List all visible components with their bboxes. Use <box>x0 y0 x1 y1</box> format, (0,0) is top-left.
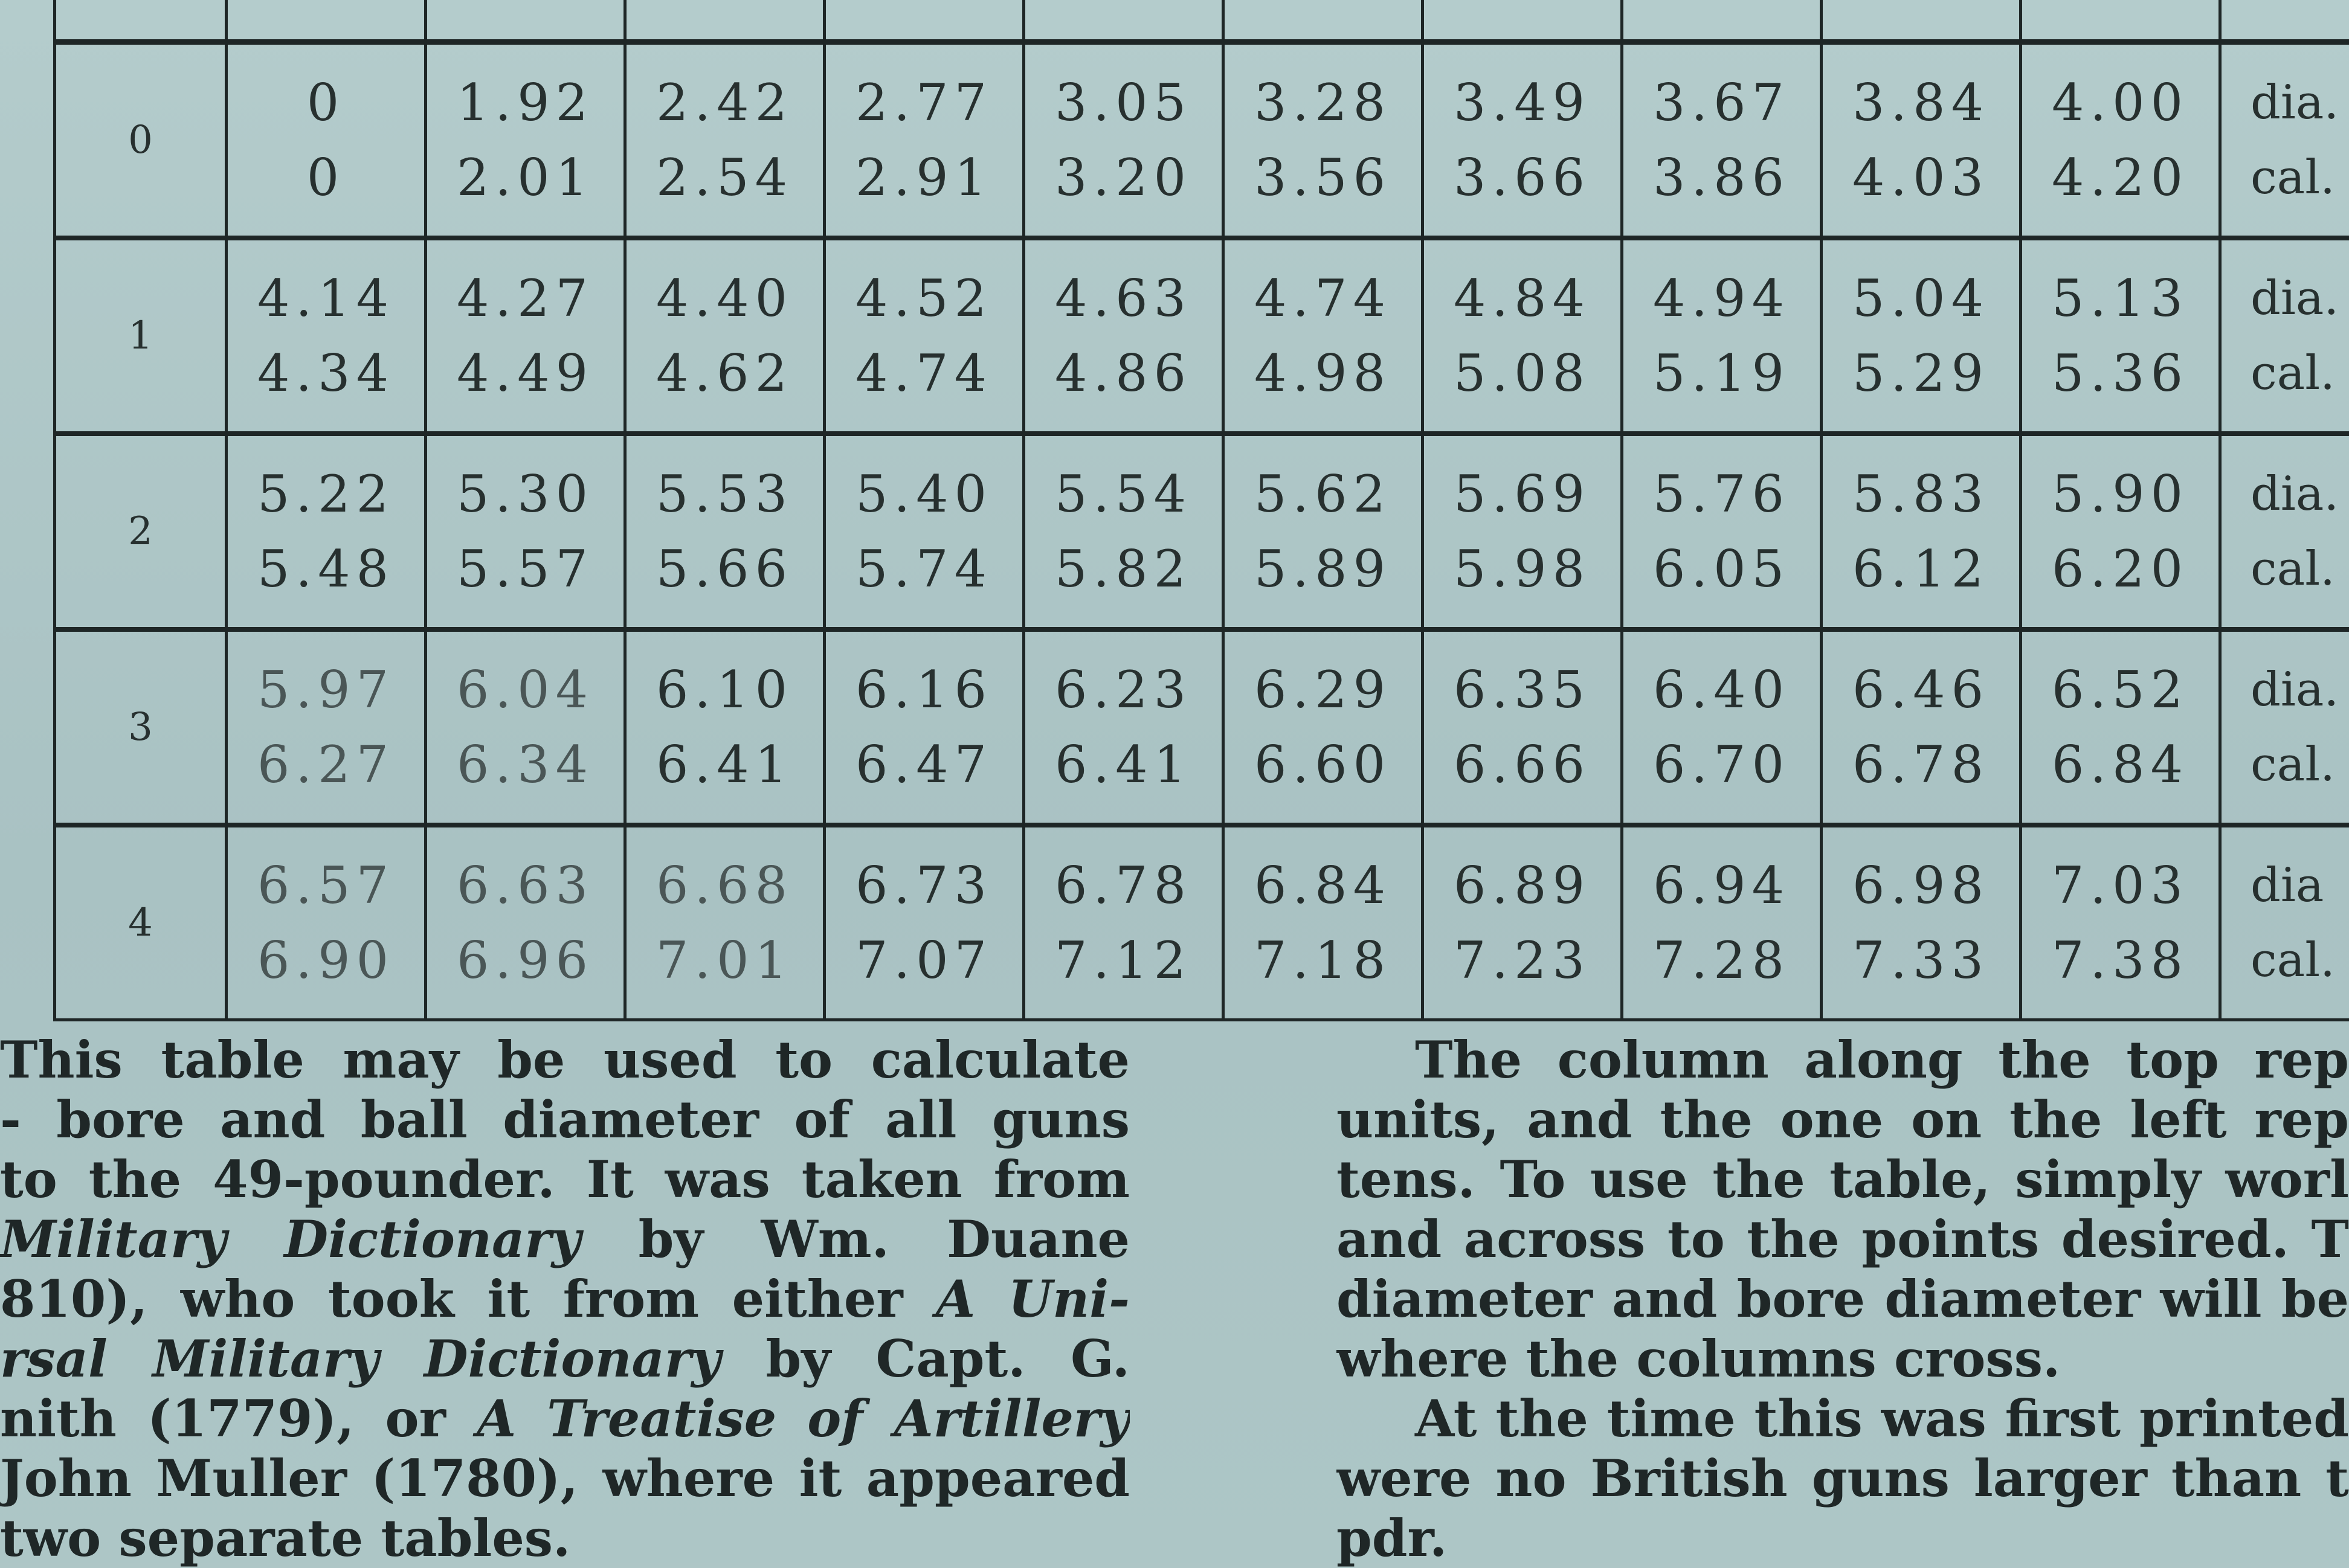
table-row <box>55 825 2349 1020</box>
cal-value: 3.66 <box>1424 140 1620 215</box>
dia-value: 6.52 <box>2022 652 2218 727</box>
unit-cell <box>2220 434 2349 629</box>
dia-value: 3.05 <box>1025 65 1222 140</box>
bore-diameter-table <box>53 0 2349 997</box>
cal-value: 6.70 <box>1623 727 1820 802</box>
dia-value: 4.63 <box>1025 261 1222 336</box>
dia-value: 6.84 <box>1225 848 1421 923</box>
left-line-text: by Capt. G. <box>721 1329 1130 1389</box>
dia-value: 6.10 <box>627 652 823 727</box>
value-cell <box>1423 434 1622 629</box>
cal-value: 6.34 <box>427 727 624 802</box>
cal-value: 5.29 <box>1823 336 2019 411</box>
cal-value: 2.54 <box>627 140 823 215</box>
cal-value: 5.19 <box>1623 336 1820 411</box>
header-cell <box>55 0 227 42</box>
value-cell <box>1223 629 1423 825</box>
left-line <box>0 1329 1130 1389</box>
dia-value: 5.76 <box>1623 457 1820 532</box>
dia-value: 6.23 <box>1025 652 1222 727</box>
cal-value: 6.27 <box>228 727 424 802</box>
value-cell <box>1024 238 1223 434</box>
cal-value: 5.74 <box>826 532 1022 606</box>
cal-value: 6.12 <box>1823 532 2019 606</box>
value-cell <box>1822 434 2021 629</box>
italic-title: rsal Military Dictionary <box>0 1329 721 1389</box>
tens-cell: 1 <box>55 238 227 434</box>
dia-value: 3.67 <box>1623 65 1820 140</box>
left-line-text: by Wm. Duane <box>581 1209 1130 1269</box>
cal-label: cal. <box>2251 532 2349 606</box>
header-cell <box>1622 0 1822 42</box>
header-cell <box>2220 0 2349 42</box>
value-cell <box>1822 629 2021 825</box>
cal-value: 7.23 <box>1424 923 1620 998</box>
left-line: - bore and ball diameter of all guns <box>0 1090 1130 1149</box>
cal-value: 0 <box>228 140 424 215</box>
cal-value: 2.91 <box>826 140 1022 215</box>
value-cell <box>227 825 426 1020</box>
dia-label: dia <box>2251 848 2349 923</box>
header-cell <box>1822 0 2021 42</box>
value-cell <box>426 629 625 825</box>
cal-value: 5.08 <box>1424 336 1620 411</box>
dia-value: 6.04 <box>427 652 624 727</box>
header-cell <box>1024 0 1223 42</box>
right-line: The column along the top rep <box>1336 1030 2349 1090</box>
dia-value: 6.78 <box>1025 848 1222 923</box>
value-cell <box>825 42 1024 239</box>
value-cell <box>625 825 825 1020</box>
cal-label: cal. <box>2251 140 2349 215</box>
value-cell <box>1223 825 1423 1020</box>
value-cell <box>2021 629 2220 825</box>
table-row <box>55 629 2349 825</box>
italic-title: Military Dictionary <box>0 1209 581 1269</box>
left-line <box>0 1209 1130 1269</box>
right-line: and across to the points desired. T <box>1336 1209 2349 1269</box>
cal-value: 5.36 <box>2022 336 2218 411</box>
header-cell <box>426 0 625 42</box>
left-line: John Muller (1780), where it appeared <box>0 1448 1130 1508</box>
value-cell <box>1622 238 1822 434</box>
cal-label: cal. <box>2251 336 2349 411</box>
value-cell <box>1223 238 1423 434</box>
dia-value: 7.03 <box>2022 848 2218 923</box>
value-cell <box>1622 434 1822 629</box>
cal-value: 6.47 <box>826 727 1022 802</box>
dia-value: 5.30 <box>427 457 624 532</box>
value-cell <box>625 238 825 434</box>
data-table <box>53 0 2349 1021</box>
header-cell <box>227 0 426 42</box>
cal-value: 7.38 <box>2022 923 2218 998</box>
cal-value: 7.01 <box>627 923 823 998</box>
header-row <box>55 0 2349 42</box>
dia-value: 6.29 <box>1225 652 1421 727</box>
cal-value: 5.89 <box>1225 532 1421 606</box>
cal-value: 3.20 <box>1025 140 1222 215</box>
dia-value: 6.40 <box>1623 652 1820 727</box>
right-line: tens. To use the table, simply worl <box>1336 1149 2349 1209</box>
value-cell <box>227 629 426 825</box>
left-line-text: 810), who took it from either <box>0 1269 936 1329</box>
tens-cell: 0 <box>55 42 227 239</box>
dia-label: dia. <box>2251 261 2349 336</box>
value-cell <box>1423 629 1622 825</box>
cal-value: 6.90 <box>228 923 424 998</box>
value-cell <box>825 238 1024 434</box>
unit-cell <box>2220 825 2349 1020</box>
value-cell <box>426 434 625 629</box>
value-cell <box>2021 42 2220 239</box>
cal-value: 3.56 <box>1225 140 1421 215</box>
dia-value: 4.94 <box>1623 261 1820 336</box>
value-cell <box>2021 434 2220 629</box>
header-cell <box>1423 0 1622 42</box>
dia-label: dia. <box>2251 65 2349 140</box>
cal-value: 4.86 <box>1025 336 1222 411</box>
right-line: were no British guns larger than t <box>1336 1448 2349 1508</box>
dia-value: 0 <box>228 65 424 140</box>
value-cell <box>1822 825 2021 1020</box>
value-cell <box>1622 629 1822 825</box>
cal-value: 6.05 <box>1623 532 1820 606</box>
value-cell <box>825 629 1024 825</box>
dia-value: 2.42 <box>627 65 823 140</box>
dia-value: 5.62 <box>1225 457 1421 532</box>
dia-value: 5.40 <box>826 457 1022 532</box>
value-cell <box>227 238 426 434</box>
tens-cell: 2 <box>55 434 227 629</box>
value-cell <box>227 42 426 239</box>
cal-value: 6.41 <box>627 727 823 802</box>
dia-value: 6.98 <box>1823 848 2019 923</box>
value-cell <box>825 434 1024 629</box>
table-row <box>55 434 2349 629</box>
right-line: At the time this was first printed <box>1336 1389 2349 1448</box>
value-cell <box>1024 434 1223 629</box>
value-cell <box>2021 238 2220 434</box>
cal-value: 4.49 <box>427 336 624 411</box>
right-line: diameter and bore diameter will be <box>1336 1269 2349 1329</box>
value-cell <box>1423 42 1622 239</box>
value-cell <box>625 434 825 629</box>
dia-value: 3.28 <box>1225 65 1421 140</box>
left-paragraph <box>0 1030 1130 1568</box>
value-cell <box>426 42 625 239</box>
cal-value: 7.12 <box>1025 923 1222 998</box>
cal-value: 5.57 <box>427 532 624 606</box>
value-cell <box>1223 42 1423 239</box>
dia-value: 5.97 <box>228 652 424 727</box>
cal-value: 6.20 <box>2022 532 2218 606</box>
dia-value: 6.35 <box>1424 652 1620 727</box>
dia-value: 3.49 <box>1424 65 1620 140</box>
cal-value: 7.33 <box>1823 923 2019 998</box>
dia-value: 6.46 <box>1823 652 2019 727</box>
cal-value: 3.86 <box>1623 140 1820 215</box>
header-cell <box>825 0 1024 42</box>
cal-value: 4.74 <box>826 336 1022 411</box>
cal-value: 6.78 <box>1823 727 2019 802</box>
dia-label: dia. <box>2251 652 2349 727</box>
left-line-text: nith (1779), or <box>0 1389 477 1448</box>
dia-value: 5.90 <box>2022 457 2218 532</box>
right-line: units, and the one on the left rep <box>1336 1090 2349 1149</box>
value-cell <box>1622 825 1822 1020</box>
dia-value: 1.92 <box>427 65 624 140</box>
dia-value: 6.89 <box>1424 848 1620 923</box>
unit-cell <box>2220 238 2349 434</box>
tens-cell: 3 <box>55 629 227 825</box>
dia-value: 6.16 <box>826 652 1022 727</box>
value-cell <box>1822 238 2021 434</box>
dia-value: 6.63 <box>427 848 624 923</box>
cal-value: 4.03 <box>1823 140 2019 215</box>
dia-value: 4.14 <box>228 261 424 336</box>
value-cell <box>1423 825 1622 1020</box>
cal-value: 7.28 <box>1623 923 1820 998</box>
value-cell <box>625 629 825 825</box>
value-cell <box>227 434 426 629</box>
dia-value: 6.73 <box>826 848 1022 923</box>
left-line: two separate tables. <box>0 1508 1130 1568</box>
cal-value: 7.07 <box>826 923 1022 998</box>
right-paragraph <box>1336 1030 2349 1568</box>
right-line: pdr. <box>1336 1508 2349 1568</box>
unit-cell <box>2220 42 2349 239</box>
value-cell <box>1024 825 1223 1020</box>
dia-value: 6.68 <box>627 848 823 923</box>
value-cell <box>1822 42 2021 239</box>
cal-value: 6.84 <box>2022 727 2218 802</box>
tens-cell: 4 <box>55 825 227 1020</box>
header-cell <box>625 0 825 42</box>
cal-value: 6.96 <box>427 923 624 998</box>
table-row <box>55 42 2349 239</box>
value-cell <box>1024 42 1223 239</box>
cal-value: 6.60 <box>1225 727 1421 802</box>
right-line: where the columns cross. <box>1336 1329 2349 1389</box>
table-row <box>55 238 2349 434</box>
italic-title: A Uni- <box>936 1269 1130 1329</box>
cal-value: 4.20 <box>2022 140 2218 215</box>
value-cell <box>1423 238 1622 434</box>
left-line <box>0 1389 1130 1448</box>
value-cell <box>1024 629 1223 825</box>
italic-title: A Treatise of Artillery <box>477 1389 1130 1448</box>
dia-value: 5.83 <box>1823 457 2019 532</box>
dia-value: 5.13 <box>2022 261 2218 336</box>
left-line: This table may be used to calculate <box>0 1030 1130 1090</box>
dia-value: 4.52 <box>826 261 1022 336</box>
left-line: to the 49-pounder. It was taken from <box>0 1149 1130 1209</box>
cal-value: 2.01 <box>427 140 624 215</box>
dia-value: 3.84 <box>1823 65 2019 140</box>
dia-label: dia. <box>2251 457 2349 532</box>
cal-value: 4.34 <box>228 336 424 411</box>
dia-value: 4.27 <box>427 261 624 336</box>
dia-value: 4.84 <box>1424 261 1620 336</box>
cal-value: 4.98 <box>1225 336 1421 411</box>
dia-value: 5.53 <box>627 457 823 532</box>
cal-value: 7.18 <box>1225 923 1421 998</box>
dia-value: 2.77 <box>826 65 1022 140</box>
cal-value: 5.48 <box>228 532 424 606</box>
cal-value: 5.98 <box>1424 532 1620 606</box>
dia-value: 4.74 <box>1225 261 1421 336</box>
cal-value: 6.66 <box>1424 727 1620 802</box>
cal-label: cal. <box>2251 923 2349 998</box>
cal-value: 6.41 <box>1025 727 1222 802</box>
cal-value: 4.62 <box>627 336 823 411</box>
cal-label: cal. <box>2251 727 2349 802</box>
header-cell <box>1223 0 1423 42</box>
dia-value: 6.94 <box>1623 848 1820 923</box>
dia-value: 5.69 <box>1424 457 1620 532</box>
value-cell <box>625 42 825 239</box>
value-cell <box>2021 825 2220 1020</box>
cal-value: 5.82 <box>1025 532 1222 606</box>
dia-value: 5.22 <box>228 457 424 532</box>
cal-value: 5.66 <box>627 532 823 606</box>
value-cell <box>1223 434 1423 629</box>
value-cell <box>825 825 1024 1020</box>
dia-value: 6.57 <box>228 848 424 923</box>
dia-value: 5.04 <box>1823 261 2019 336</box>
value-cell <box>426 825 625 1020</box>
value-cell <box>1622 42 1822 239</box>
dia-value: 4.00 <box>2022 65 2218 140</box>
dia-value: 4.40 <box>627 261 823 336</box>
dia-value: 5.54 <box>1025 457 1222 532</box>
value-cell <box>426 238 625 434</box>
header-cell <box>2021 0 2220 42</box>
left-line <box>0 1269 1130 1329</box>
unit-cell <box>2220 629 2349 825</box>
